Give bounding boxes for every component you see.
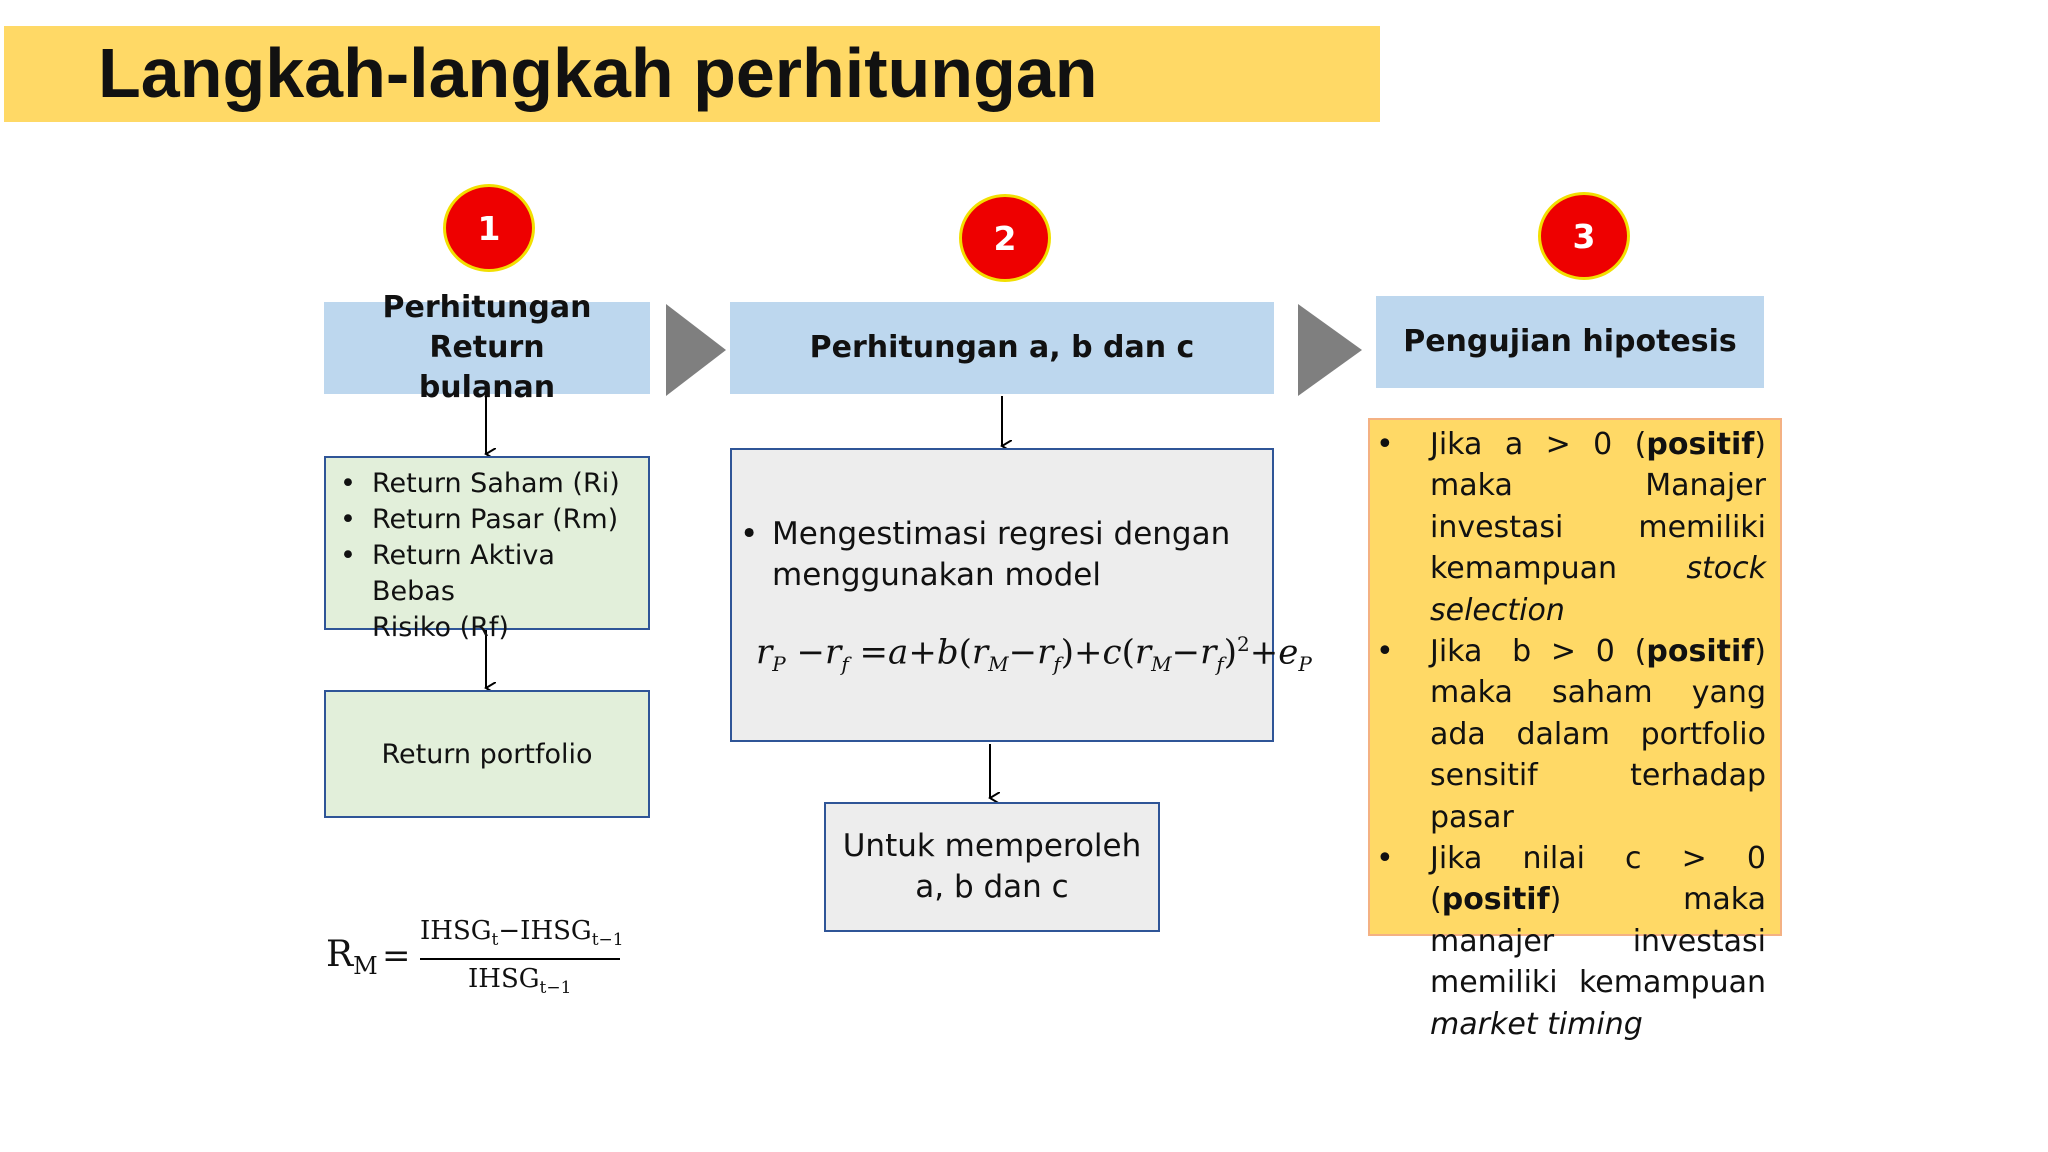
step-2-badge: 2 bbox=[959, 194, 1051, 282]
step-2-description bbox=[740, 514, 1260, 596]
list-item: • Return Pasar (Rm) bbox=[340, 504, 619, 535]
step-2-header: Perhitungan a, b dan c bbox=[730, 302, 1274, 394]
list-item: • Mengestimasi regresi dengan menggunakan model bbox=[740, 516, 1231, 593]
list-item: • Return Aktiva Bebas Risiko (Rf) bbox=[340, 540, 555, 643]
step-1-badge: 1 bbox=[443, 184, 535, 272]
step-1-header: Perhitungan Return bulanan bbox=[324, 302, 650, 394]
return-portfolio-box: Return portfolio bbox=[324, 690, 650, 818]
list-item: • Jika b > 0 (positif) maka saham yang ada dalam portfolio sensitif terhadap pasar bbox=[1376, 634, 1766, 835]
list-item: • Return Saham (Ri) bbox=[340, 468, 620, 499]
regression-model-formula: $r_P -r_f =a+b(r_M-r_f)+c(r_M-r_f)^2+e_P$ bbox=[756, 632, 1312, 677]
chevron-right-arrow-2 bbox=[1298, 304, 1362, 396]
list-item: • Jika nilai c > 0 (positif) maka manajer investasi memiliki kemampuan market timing bbox=[1376, 841, 1766, 1042]
list-item: • Jika a > 0 (positif) maka Manajer investasi memiliki kemampuan stock selection bbox=[1376, 427, 1766, 628]
page-title: Langkah-langkah perhitungan bbox=[98, 34, 1098, 112]
step-2-output-box: Untuk memperoleh a, b dan c bbox=[824, 802, 1160, 932]
step-3-hypothesis-list bbox=[1376, 424, 1766, 1045]
step-1-inputs-list bbox=[340, 466, 640, 646]
market-return-formula: $R_M$ = $IHSG_t-IHSG_{t-1}$ $IHSG_{t-1}$ bbox=[326, 916, 624, 999]
step-3-header: Pengujian hipotesis bbox=[1376, 296, 1764, 388]
chevron-right-arrow-1 bbox=[666, 304, 726, 396]
step-3-badge: 3 bbox=[1538, 192, 1630, 280]
